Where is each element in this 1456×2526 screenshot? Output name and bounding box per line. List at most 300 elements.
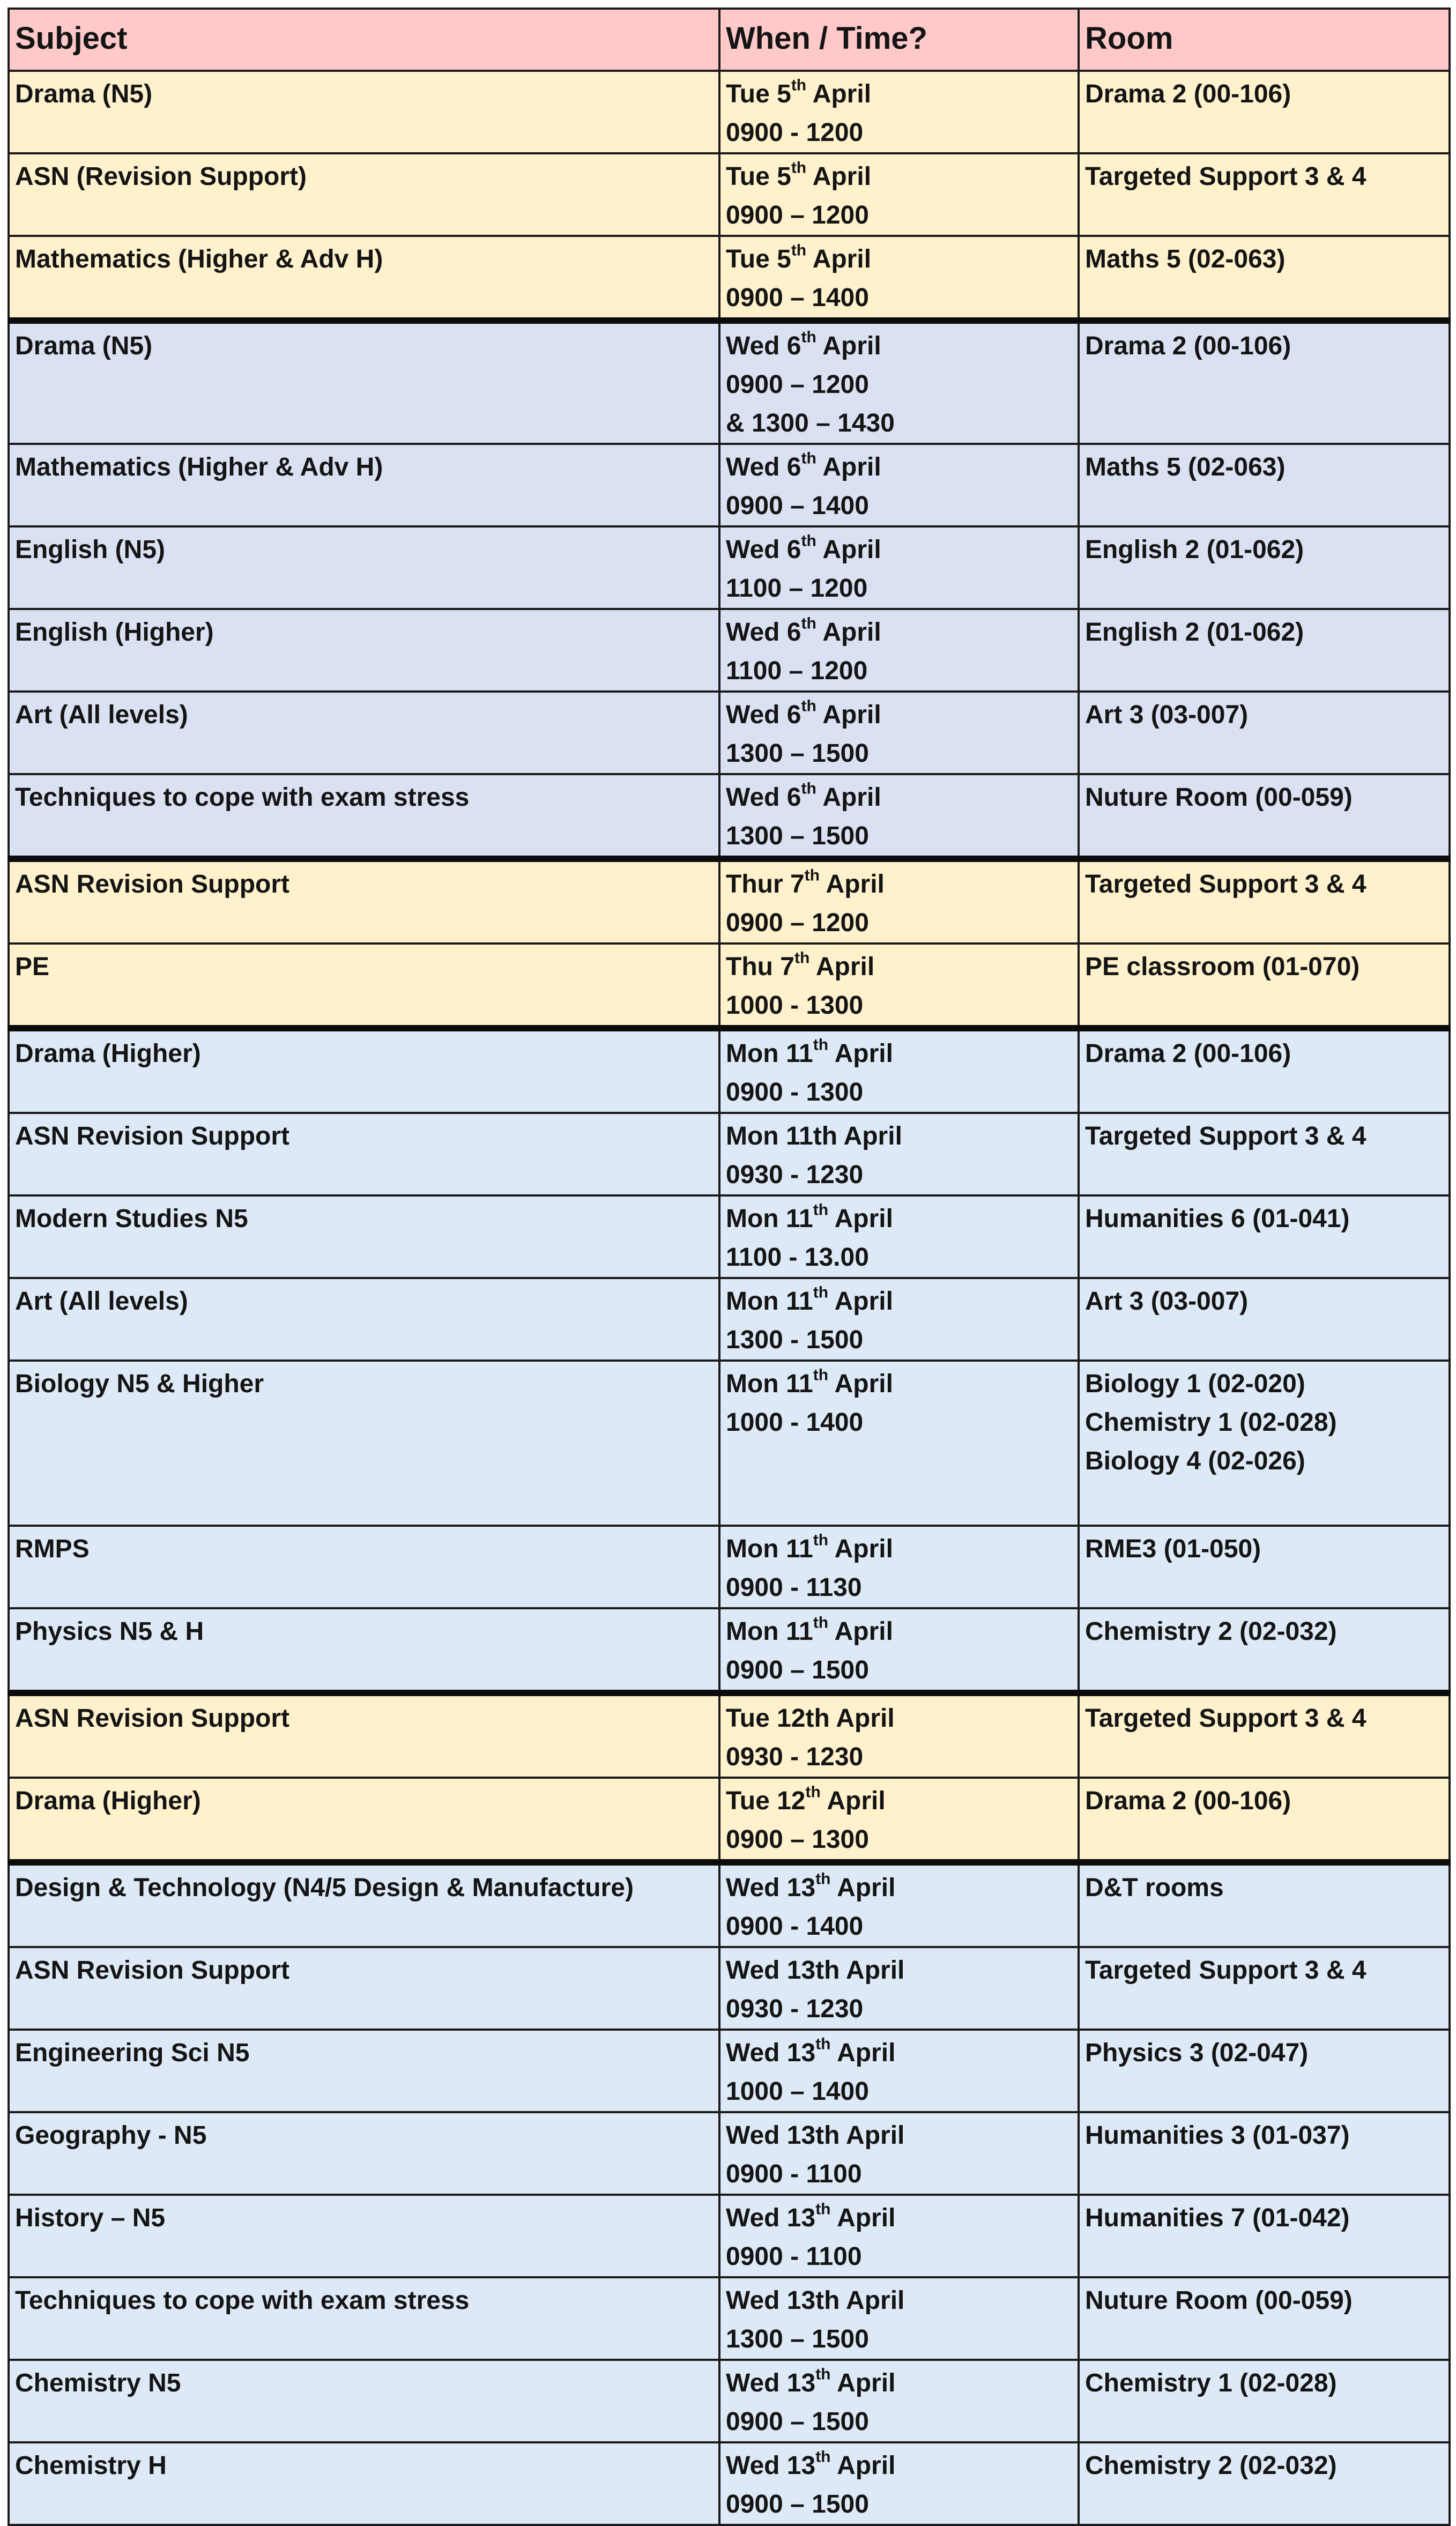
when-line xyxy=(726,1530,1073,1569)
when-text: Tue 12th April xyxy=(726,1704,895,1733)
when-text: April xyxy=(830,2369,896,2397)
subject-cell: ASN Revision Support xyxy=(9,1947,719,2030)
when-text: Wed 13th April xyxy=(726,2121,905,2150)
when-text: 1300 – 1500 xyxy=(726,822,869,850)
when-text: April xyxy=(816,453,881,481)
when-text: Tue 5 xyxy=(726,162,791,191)
when-cell xyxy=(719,1195,1079,1278)
when-text: 1100 – 1200 xyxy=(726,657,868,685)
when-text: 0900 - 1200 xyxy=(726,118,864,147)
table-row xyxy=(9,526,1450,609)
when-cell xyxy=(719,609,1079,692)
when-line xyxy=(726,1738,1073,1777)
when-line xyxy=(726,696,1073,734)
table-row xyxy=(9,943,1450,1028)
room-cell xyxy=(1079,1361,1450,1526)
when-cell xyxy=(719,1693,1079,1778)
when-line xyxy=(726,366,1073,404)
when-cell xyxy=(719,1608,1079,1693)
when-cell xyxy=(719,1526,1079,1608)
subject-cell: ASN Revision Support xyxy=(9,859,719,943)
when-line xyxy=(726,1156,1073,1194)
when-text: 0900 – 1400 xyxy=(726,284,869,312)
when-text: & 1300 – 1430 xyxy=(726,409,895,437)
when-text: April xyxy=(830,2451,896,2480)
when-line xyxy=(726,1613,1073,1651)
when-line xyxy=(726,1990,1073,2029)
ordinal-suffix: th xyxy=(801,697,816,715)
when-text: April xyxy=(806,245,872,273)
when-text: 0900 - 1130 xyxy=(726,1573,862,1602)
when-line xyxy=(726,279,1073,317)
room-line: Targeted Support 3 & 4 xyxy=(1085,1704,1366,1733)
room-cell xyxy=(1079,609,1450,692)
room-cell xyxy=(1079,2360,1450,2442)
ordinal-suffix: th xyxy=(813,1614,829,1632)
when-cell xyxy=(719,153,1079,236)
subject-cell: ASN Revision Support xyxy=(9,1113,719,1195)
ordinal-suffix: th xyxy=(791,159,807,177)
room-cell xyxy=(1079,943,1450,1028)
subject-cell: Drama (N5) xyxy=(9,71,719,153)
when-cell xyxy=(719,859,1079,943)
ordinal-suffix: th xyxy=(801,614,816,633)
when-line xyxy=(726,2447,1073,2485)
room-cell xyxy=(1079,153,1450,236)
when-line xyxy=(726,448,1073,487)
when-cell xyxy=(719,2360,1079,2442)
subject-cell: ASN Revision Support xyxy=(9,1693,719,1778)
when-cell xyxy=(719,2030,1079,2112)
when-text: 1100 - 13.00 xyxy=(726,1243,869,1272)
when-text: April xyxy=(820,1787,886,1815)
when-text: Wed 6 xyxy=(726,453,801,481)
room-cell xyxy=(1079,1195,1450,1278)
when-text: April xyxy=(830,2204,896,2232)
table-row xyxy=(9,71,1450,153)
when-cell xyxy=(719,1113,1079,1195)
room-cell xyxy=(1079,1113,1450,1195)
when-cell xyxy=(719,236,1079,321)
when-line xyxy=(726,2072,1073,2111)
subject-cell: Design & Technology (N4/5 Design & Manufacture) xyxy=(9,1862,719,1947)
when-cell xyxy=(719,692,1079,774)
subject-cell: Chemistry H xyxy=(9,2442,719,2525)
room-line: Humanities 6 (01-041) xyxy=(1085,1205,1350,1233)
subject-cell: Mathematics (Higher & Adv H) xyxy=(9,236,719,321)
when-text: 1000 - 1300 xyxy=(726,991,864,1020)
room-line: Drama 2 (00-106) xyxy=(1085,332,1291,360)
when-line xyxy=(726,1907,1073,1946)
subject-cell: Mathematics (Higher & Adv H) xyxy=(9,444,719,526)
when-text: 0900 – 1200 xyxy=(726,201,869,229)
table-row xyxy=(9,609,1450,692)
when-text: Thur 7 xyxy=(726,870,805,898)
when-text: Wed 13th April xyxy=(726,2286,905,2315)
when-cell xyxy=(719,2195,1079,2277)
when-line xyxy=(726,986,1073,1025)
when-line xyxy=(726,569,1073,608)
subject-cell: Art (All levels) xyxy=(9,1278,719,1361)
when-text: 1300 – 1500 xyxy=(726,739,869,768)
room-cell xyxy=(1079,692,1450,774)
ordinal-suffix: th xyxy=(801,532,816,550)
subject-cell: Techniques to cope with exam stress xyxy=(9,774,719,859)
when-line xyxy=(726,904,1073,942)
when-line xyxy=(726,1821,1073,1859)
table-row xyxy=(9,1361,1450,1526)
table-row xyxy=(9,2442,1450,2525)
when-line xyxy=(726,817,1073,856)
room-cell xyxy=(1079,1862,1450,1947)
ordinal-suffix: th xyxy=(813,1531,829,1549)
when-text: 0900 – 1200 xyxy=(726,909,869,937)
when-line xyxy=(726,734,1073,773)
when-text: 0900 - 1400 xyxy=(726,1912,864,1941)
when-cell xyxy=(719,1028,1079,1113)
when-line xyxy=(726,2155,1073,2194)
when-text: Mon 11 xyxy=(726,1205,813,1233)
ordinal-suffix: th xyxy=(791,241,807,259)
when-cell xyxy=(719,2442,1079,2525)
table-row xyxy=(9,2277,1450,2360)
when-text: 0900 - 1100 xyxy=(726,2160,862,2188)
room-line: Nuture Room (00-059) xyxy=(1085,2286,1353,2315)
table-row xyxy=(9,2360,1450,2442)
room-line: Maths 5 (02-063) xyxy=(1085,245,1286,273)
table-row xyxy=(9,774,1450,859)
when-text: 0900 – 1200 xyxy=(726,370,869,399)
when-cell xyxy=(719,1778,1079,1862)
when-line xyxy=(726,2282,1073,2320)
when-text: April xyxy=(830,2039,896,2067)
when-text: Wed 13 xyxy=(726,2451,816,2480)
when-line xyxy=(726,2199,1073,2238)
when-line xyxy=(726,1200,1073,1238)
when-cell xyxy=(719,2112,1079,2195)
when-line xyxy=(726,2364,1073,2403)
when-text: 0900 – 1500 xyxy=(726,2408,869,2436)
when-line xyxy=(726,1782,1073,1821)
subject-cell: PE xyxy=(9,943,719,1028)
table-row xyxy=(9,1947,1450,2030)
ordinal-suffix: th xyxy=(813,1201,829,1219)
room-line: Nuture Room (00-059) xyxy=(1085,783,1353,812)
room-line: Art 3 (03-007) xyxy=(1085,701,1249,729)
when-line xyxy=(726,158,1073,196)
room-line: Targeted Support 3 & 4 xyxy=(1085,1956,1366,1985)
when-line xyxy=(726,1035,1073,1073)
when-text: Mon 11 xyxy=(726,1535,813,1563)
when-text: Wed 6 xyxy=(726,783,801,812)
when-text: 0930 - 1230 xyxy=(726,1161,864,1189)
revision-timetable xyxy=(8,8,1451,2526)
when-text: Wed 13 xyxy=(726,2039,816,2067)
table-row xyxy=(9,1526,1450,1608)
subject-cell: Modern Studies N5 xyxy=(9,1195,719,1278)
table-row xyxy=(9,692,1450,774)
when-line xyxy=(726,2034,1073,2072)
room-line: Targeted Support 3 & 4 xyxy=(1085,1122,1366,1150)
when-text: 1300 - 1500 xyxy=(726,1326,864,1354)
subject-cell: Techniques to cope with exam stress xyxy=(9,2277,719,2360)
when-text: Wed 6 xyxy=(726,701,801,729)
when-line xyxy=(726,865,1073,904)
header-room: Room xyxy=(1079,9,1450,71)
when-text: Tue 5 xyxy=(726,245,791,273)
when-text: 0900 – 1300 xyxy=(726,1825,869,1854)
room-line: RME3 (01-050) xyxy=(1085,1535,1261,1563)
when-line xyxy=(726,2320,1073,2359)
room-cell xyxy=(1079,2112,1450,2195)
when-line xyxy=(726,2485,1073,2524)
subject-cell: English (N5) xyxy=(9,526,719,609)
when-line xyxy=(726,2403,1073,2441)
when-line xyxy=(726,2116,1073,2155)
ordinal-suffix: th xyxy=(813,1036,829,1054)
when-cell xyxy=(719,943,1079,1028)
when-text: Wed 13 xyxy=(726,1874,816,1902)
when-line xyxy=(726,240,1073,279)
when-text: April xyxy=(806,80,872,108)
room-line: Chemistry 1 (02-028) xyxy=(1085,2369,1337,2397)
subject-cell: Art (All levels) xyxy=(9,692,719,774)
when-cell xyxy=(719,526,1079,609)
ordinal-suffix: th xyxy=(813,1283,829,1302)
ordinal-suffix: th xyxy=(801,449,816,467)
when-text: 0930 - 1230 xyxy=(726,1995,864,2023)
when-cell xyxy=(719,71,1079,153)
header-when: When / Time? xyxy=(719,9,1079,71)
subject-cell: Drama (Higher) xyxy=(9,1778,719,1862)
subject-cell: History – N5 xyxy=(9,2195,719,2277)
table-row xyxy=(9,1608,1450,1693)
when-line xyxy=(726,613,1073,652)
table-row xyxy=(9,1862,1450,1947)
room-line: Drama 2 (00-106) xyxy=(1085,1039,1291,1068)
when-text: Tue 12 xyxy=(726,1787,806,1815)
room-line: English 2 (01-062) xyxy=(1085,536,1304,564)
when-line xyxy=(726,1869,1073,1907)
table-row xyxy=(9,1778,1450,1862)
when-line xyxy=(726,1569,1073,1607)
when-line xyxy=(726,1117,1073,1156)
when-line xyxy=(726,1282,1073,1321)
table-row xyxy=(9,2030,1450,2112)
when-text: Wed 13th April xyxy=(726,1956,905,1985)
when-line xyxy=(726,404,1073,443)
when-line xyxy=(726,1651,1073,1690)
ordinal-suffix: th xyxy=(815,2365,831,2383)
room-cell xyxy=(1079,1526,1450,1608)
room-line: PE classroom (01-070) xyxy=(1085,953,1360,981)
when-text: Wed 6 xyxy=(726,618,801,647)
room-cell xyxy=(1079,1778,1450,1862)
room-cell xyxy=(1079,2442,1450,2525)
when-cell xyxy=(719,2277,1079,2360)
when-cell xyxy=(719,1862,1079,1947)
when-text: April xyxy=(816,332,881,360)
when-text: Tue 5 xyxy=(726,80,791,108)
when-line xyxy=(726,1073,1073,1112)
ordinal-suffix: th xyxy=(801,328,816,346)
room-line: Targeted Support 3 & 4 xyxy=(1085,162,1366,191)
subject-cell: Engineering Sci N5 xyxy=(9,2030,719,2112)
when-text: April xyxy=(828,1205,893,1233)
when-line xyxy=(726,1321,1073,1359)
when-line xyxy=(726,75,1073,114)
when-text: 0900 - 1300 xyxy=(726,1078,864,1106)
when-line xyxy=(726,1951,1073,1990)
when-line xyxy=(726,1403,1073,1442)
when-text: Mon 11 xyxy=(726,1617,813,1646)
room-line: Humanities 7 (01-042) xyxy=(1085,2204,1350,2232)
when-text: 1000 - 1400 xyxy=(726,1408,864,1437)
when-text: 0930 - 1230 xyxy=(726,1743,864,1771)
when-line xyxy=(726,948,1073,986)
when-text: April xyxy=(816,536,881,564)
subject-cell: ASN (Revision Support) xyxy=(9,153,719,236)
ordinal-suffix: th xyxy=(815,1870,831,1888)
room-line: Chemistry 2 (02-032) xyxy=(1085,2451,1337,2480)
when-cell xyxy=(719,1947,1079,2030)
timetable-body xyxy=(9,71,1450,2525)
when-text: April xyxy=(820,870,885,898)
room-line: English 2 (01-062) xyxy=(1085,618,1304,647)
room-line: Drama 2 (00-106) xyxy=(1085,1787,1291,1815)
subject-cell: Physics N5 & H xyxy=(9,1608,719,1693)
room-line: Art 3 (03-007) xyxy=(1085,1287,1249,1316)
when-text: April xyxy=(816,701,881,729)
when-text: 0900 – 1500 xyxy=(726,1656,869,1684)
table-row xyxy=(9,2195,1450,2277)
room-line: Chemistry 1 (02-028) xyxy=(1085,1408,1337,1437)
when-text: April xyxy=(828,1370,893,1398)
table-row xyxy=(9,859,1450,943)
when-text: Mon 11 xyxy=(726,1370,813,1398)
when-text: Mon 11th April xyxy=(726,1122,902,1150)
subject-cell: Geography - N5 xyxy=(9,2112,719,2195)
room-cell xyxy=(1079,2195,1450,2277)
when-text: Wed 13 xyxy=(726,2204,816,2232)
room-line: Maths 5 (02-063) xyxy=(1085,453,1286,481)
room-cell xyxy=(1079,2030,1450,2112)
room-line: Biology 1 (02-020) xyxy=(1085,1370,1305,1398)
ordinal-suffix: th xyxy=(804,866,820,885)
ordinal-suffix: th xyxy=(815,2448,831,2466)
table-row xyxy=(9,321,1450,444)
table-row xyxy=(9,1693,1450,1778)
when-line xyxy=(726,778,1073,817)
when-line xyxy=(726,327,1073,366)
room-cell xyxy=(1079,321,1450,444)
room-cell xyxy=(1079,2277,1450,2360)
when-text: 0900 - 1100 xyxy=(726,2242,862,2271)
when-text: April xyxy=(816,618,881,647)
when-text: April xyxy=(828,1287,893,1316)
when-text: April xyxy=(806,162,872,191)
when-line xyxy=(726,652,1073,690)
room-cell xyxy=(1079,444,1450,526)
when-line xyxy=(726,1365,1073,1403)
room-cell xyxy=(1079,1278,1450,1361)
room-line: Drama 2 (00-106) xyxy=(1085,80,1291,108)
room-line: Chemistry 2 (02-032) xyxy=(1085,1617,1337,1646)
when-text: April xyxy=(828,1039,893,1068)
when-text: April xyxy=(828,1617,893,1646)
room-cell xyxy=(1079,1947,1450,2030)
room-cell xyxy=(1079,1608,1450,1693)
when-text: Wed 6 xyxy=(726,536,801,564)
when-text: 1300 – 1500 xyxy=(726,2325,869,2353)
room-line: Targeted Support 3 & 4 xyxy=(1085,870,1366,898)
when-text: April xyxy=(828,1535,893,1563)
when-text: Wed 13 xyxy=(726,2369,816,2397)
when-line xyxy=(726,487,1073,525)
subject-cell: RMPS xyxy=(9,1526,719,1608)
header-row xyxy=(9,9,1450,71)
when-text: 1000 – 1400 xyxy=(726,2077,869,2106)
room-line: D&T rooms xyxy=(1085,1874,1224,1902)
subject-cell: Chemistry N5 xyxy=(9,2360,719,2442)
when-line xyxy=(726,1238,1073,1277)
ordinal-suffix: th xyxy=(801,779,816,798)
when-cell xyxy=(719,444,1079,526)
ordinal-suffix: th xyxy=(791,76,807,94)
table-row xyxy=(9,1195,1450,1278)
subject-cell: English (Higher) xyxy=(9,609,719,692)
room-line: Biology 4 (02-026) xyxy=(1085,1447,1305,1475)
ordinal-suffix: th xyxy=(815,2200,831,2218)
ordinal-suffix: th xyxy=(815,2035,831,2053)
when-text: April xyxy=(816,783,881,812)
table-row xyxy=(9,444,1450,526)
subject-cell: Biology N5 & Higher xyxy=(9,1361,719,1526)
when-text: Thu 7 xyxy=(726,953,794,981)
when-cell xyxy=(719,1361,1079,1526)
when-text: Mon 11 xyxy=(726,1287,813,1316)
ordinal-suffix: th xyxy=(805,1783,821,1801)
room-cell xyxy=(1079,236,1450,321)
table-row xyxy=(9,153,1450,236)
when-text: Wed 6 xyxy=(726,332,801,360)
when-text: Mon 11 xyxy=(726,1039,813,1068)
subject-cell: Drama (Higher) xyxy=(9,1028,719,1113)
room-cell xyxy=(1079,526,1450,609)
when-text: 0900 – 1500 xyxy=(726,2490,869,2518)
when-text: April xyxy=(809,953,875,981)
room-cell xyxy=(1079,1028,1450,1113)
table-row xyxy=(9,1113,1450,1195)
when-line xyxy=(726,114,1073,152)
when-cell xyxy=(719,1278,1079,1361)
when-text: 0900 – 1400 xyxy=(726,492,869,520)
room-cell xyxy=(1079,1693,1450,1778)
when-text: 1100 – 1200 xyxy=(726,574,868,603)
room-cell xyxy=(1079,859,1450,943)
room-line: Physics 3 (02-047) xyxy=(1085,2039,1309,2067)
room-cell xyxy=(1079,774,1450,859)
room-cell xyxy=(1079,71,1450,153)
when-text: April xyxy=(830,1874,896,1902)
ordinal-suffix: th xyxy=(794,949,810,967)
table-row xyxy=(9,236,1450,321)
table-row xyxy=(9,1028,1450,1113)
when-cell xyxy=(719,321,1079,444)
when-cell xyxy=(719,774,1079,859)
ordinal-suffix: th xyxy=(813,1366,829,1384)
when-line xyxy=(726,1699,1073,1738)
